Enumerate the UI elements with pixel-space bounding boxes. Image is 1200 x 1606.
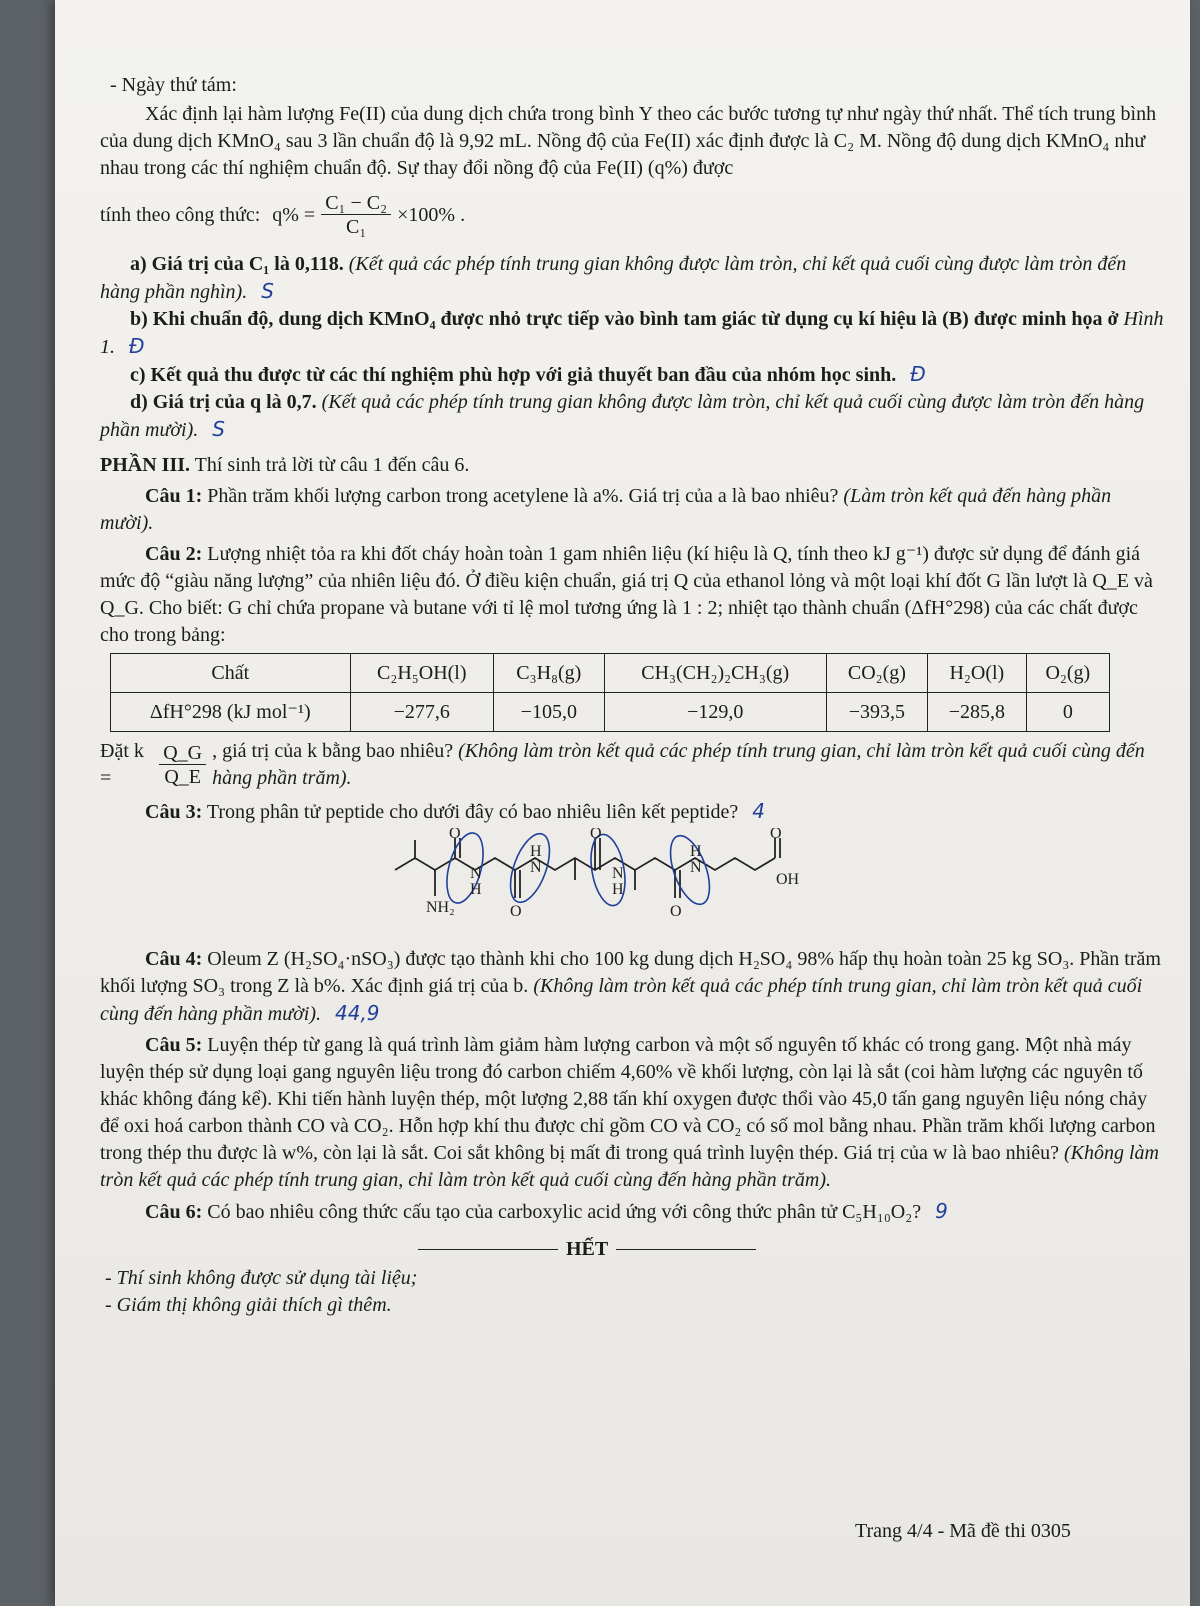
question-6 bbox=[100, 1198, 1165, 1226]
part3-desc: Thí sinh trả lời từ câu 1 đến câu 6. bbox=[190, 454, 470, 476]
q6-label: Câu 6: bbox=[145, 1201, 203, 1223]
question-4 bbox=[100, 946, 1165, 1028]
option-a-handwritten-mark: S bbox=[261, 279, 274, 303]
divider bbox=[418, 1249, 558, 1250]
part3-heading bbox=[100, 452, 1165, 479]
q2-label: Câu 2: bbox=[145, 543, 203, 565]
q2-text: Lượng nhiệt tỏa ra khi đốt cháy hoàn toàn 1 gam nhiên liệu (kí hiệu là Q, tính theo kJ g⁻¹) được sử dụng để đánh giá mức độ “giàu năng lượng” của nhiên liệu đó. Ở điều kiện chuẩn, giá trị Q của ethanol lỏng và một loại khí đốt G lần lượt là Q_E và Q_G. Cho biết: G chỉ chứa propane và butane với tỉ lệ mol tương ứng là 1 : 2; nhiệt tạo thành chuẩn (ΔfH°298) của các chất được cho trong bảng: bbox=[100, 543, 1153, 646]
q4-label: Câu 4: bbox=[145, 948, 203, 970]
end-marker bbox=[418, 1236, 1165, 1263]
table-header-cell: C₂H₅OH(l) bbox=[350, 654, 494, 693]
day8-heading: - Ngày thứ tám: bbox=[110, 74, 237, 96]
option-c bbox=[100, 361, 1165, 389]
o-label: O bbox=[770, 828, 782, 842]
option-d-text: d) Giá trị của q là 0,7. bbox=[130, 391, 322, 413]
option-b-handwritten-mark: Đ bbox=[129, 334, 145, 358]
h-label: H bbox=[470, 881, 482, 898]
table-cell: 0 bbox=[1026, 693, 1109, 732]
q1-label: Câu 1: bbox=[145, 485, 203, 507]
table-header-cell: C₃H₈(g) bbox=[494, 654, 605, 693]
nh2-label: NH₂ bbox=[426, 899, 455, 916]
table-header-cell: CH₃(CH₂)₂CH₃(g) bbox=[604, 654, 826, 693]
k-denominator: Q_E bbox=[164, 765, 201, 788]
table-row bbox=[111, 693, 1110, 732]
n-label: N bbox=[690, 859, 702, 876]
q1-note: (Làm tròn kết quả đến hàng phần mười). bbox=[100, 485, 1112, 534]
q4-text: Oleum Z (H₂SO₄·nSO₃) được tạo thành khi cho 100 kg dung dịch H₂SO₄ 98% hấp thụ hoàn toàn 25 kg SO₃. Phần trăm khối lượng SO₃ trong Z là b%. Xác định giá trị của b. bbox=[100, 948, 1161, 997]
formula-tail: ×100% . bbox=[397, 204, 466, 226]
o-label: O bbox=[510, 903, 522, 920]
k-lead: Đặt k = bbox=[100, 740, 144, 789]
table-header-cell: CO₂(g) bbox=[826, 654, 927, 693]
option-d-handwritten-mark: S bbox=[212, 417, 225, 441]
table-header-cell: Chất bbox=[111, 654, 351, 693]
o-label: O bbox=[590, 828, 602, 842]
k-fraction bbox=[159, 742, 206, 789]
oh-label: OH bbox=[776, 871, 800, 888]
question-3 bbox=[100, 798, 1165, 826]
h-label: H bbox=[690, 843, 702, 860]
q3-handwritten-answer: 4 bbox=[752, 799, 766, 823]
q4-handwritten-answer: 44,9 bbox=[335, 1001, 380, 1025]
h-label: H bbox=[612, 881, 624, 898]
page-footer: Trang 4/4 - Mã đề thi 0305 bbox=[855, 1520, 1071, 1542]
part3-title: PHẦN III. bbox=[100, 454, 191, 476]
option-d-note: (Kết quả các phép tính trung gian không được làm tròn, chỉ kết quả cuối cùng được làm tròn đến hàng phần mười). bbox=[100, 391, 1145, 441]
question-1 bbox=[100, 483, 1165, 537]
enthalpy-table bbox=[110, 653, 1110, 732]
o-label: O bbox=[670, 903, 682, 920]
q5-text: Luyện thép từ gang là quá trình làm giảm hàm lượng carbon và một số nguyên tố khác có trong gang. Một nhà máy luyện thép sử dụng loại gang nguyên liệu trong đó carbon chiếm 4,60% về khối lượng, còn lại là sắt (coi hàm lượng các nguyên tố khác không đáng kể). Khi tiến hành luyện thép, một lượng 2,88 tấn khí oxygen được thổi vào 45,0 tấn gang nguyên liệu nóng chảy để oxi hoá carbon thành CO và CO₂. Hỗn hợp khí thu được chỉ gồm CO và CO₂ có số mol bằng nhau. Phần trăm khối lượng carbon trong thép thu được là w%, còn lại là sắt. Coi sắt không bị mất đi trong quá trình luyện thép. Giá trị của w là bao nhiêu? bbox=[100, 1034, 1156, 1164]
q4-note: (Không làm tròn kết quả các phép tính trung gian, chỉ làm tròn kết quả cuối cùng đến hàng phần mười). bbox=[100, 975, 1143, 1025]
table-header-row bbox=[111, 654, 1110, 693]
q5-label: Câu 5: bbox=[145, 1034, 203, 1056]
k-text-wrap bbox=[212, 738, 1165, 792]
option-b-note: Hình 1. bbox=[100, 308, 1164, 358]
k-numerator: Q_G bbox=[159, 742, 206, 765]
table-cell: −277,6 bbox=[350, 693, 494, 732]
q1-text: Phần trăm khối lượng carbon trong acetylene là a%. Giá trị của a là bao nhiêu? bbox=[202, 485, 844, 507]
page-content bbox=[100, 72, 1165, 1319]
end-note-1: - Thí sinh không được sử dụng tài liệu; bbox=[105, 1267, 418, 1289]
q3-text: Trong phân tử peptide cho dưới đây có bao nhiêu liên kết peptide? bbox=[202, 801, 739, 823]
formula-lead: tính theo công thức: bbox=[100, 204, 261, 226]
question-5 bbox=[100, 1032, 1165, 1194]
divider bbox=[616, 1249, 756, 1250]
table-header-cell: H₂O(l) bbox=[927, 654, 1026, 693]
q6-handwritten-answer: 9 bbox=[935, 1199, 948, 1223]
end-note-2: - Giám thị không giải thích gì thêm. bbox=[105, 1294, 392, 1316]
option-a bbox=[100, 251, 1165, 306]
q6-text: Có bao nhiêu công thức cấu tạo của carboxylic acid ứng với công thức phân tử C₅H₁₀O₂? bbox=[202, 1201, 922, 1223]
option-a-text: a) Giá trị của C₁ là 0,118. bbox=[130, 253, 349, 275]
option-c-handwritten-mark: Đ bbox=[910, 362, 926, 386]
table-cell: −393,5 bbox=[826, 693, 927, 732]
k-definition bbox=[100, 738, 1165, 792]
o-label: O bbox=[449, 828, 461, 842]
option-b-text: b) Khi chuẩn độ, dung dịch KMnO₄ được nhỏ trực tiếp vào bình tam giác từ dụng cụ kí hiệu là (B) được minh họa ở bbox=[130, 308, 1124, 330]
q5-note: (Không làm tròn kết quả các phép tính trung gian, chỉ làm tròn kết quả cuối cùng đến hàng phần trăm). bbox=[100, 1142, 1159, 1191]
option-b bbox=[100, 306, 1165, 361]
n-label: N bbox=[470, 865, 482, 882]
formula-fraction bbox=[321, 192, 391, 239]
n-label: N bbox=[530, 859, 542, 876]
peptide-structure bbox=[390, 828, 810, 940]
table-cell: −285,8 bbox=[927, 693, 1026, 732]
peptide-skeletal-formula bbox=[390, 828, 810, 940]
formula-numerator: C₁ − C₂ bbox=[321, 192, 391, 215]
formula-denominator: C₁ bbox=[346, 216, 367, 238]
table-cell: −129,0 bbox=[604, 693, 826, 732]
n-label: N bbox=[612, 865, 624, 882]
q3-label: Câu 3: bbox=[145, 801, 203, 823]
exam-page bbox=[55, 0, 1190, 1606]
table-cell: −105,0 bbox=[494, 693, 605, 732]
formula-lhs: q% = bbox=[272, 204, 316, 226]
question-2 bbox=[100, 541, 1165, 649]
day8-paragraph: Xác định lại hàm lượng Fe(II) của dung dịch chứa trong bình Y theo các bước tương tự như ngày thứ nhất. Thể tích trung bình của dung dịch KMnO₄ sau 3 lần chuẩn độ là 9,92 mL. Nồng độ của Fe(II) xác định được là C₂ M. Nồng độ dung dịch KMnO₄ như nhau trong các thí nghiệm chuẩn độ. Sự thay đổi nồng độ của Fe(II) (q%) được bbox=[100, 103, 1157, 179]
option-a-note: (Kết quả các phép tính trung gian không được làm tròn, chỉ kết quả cuối cùng được làm tròn đến hàng phần nghìn). bbox=[100, 253, 1127, 303]
end-label: HẾT bbox=[566, 1238, 609, 1260]
option-c-text: c) Kết quả thu được từ các thí nghiệm phù hợp với giả thuyết ban đầu của nhóm học sinh. bbox=[130, 364, 897, 386]
table-row-label: ΔfH°298 (kJ mol⁻¹) bbox=[111, 693, 351, 732]
k-note: (Không làm tròn kết quả các phép tính trung gian, chỉ làm tròn kết quả cuối cùng đến hàng phần trăm). bbox=[212, 740, 1145, 789]
q-formula bbox=[100, 192, 1165, 239]
k-text: , giá trị của k bằng bao nhiêu? bbox=[212, 740, 459, 762]
option-d bbox=[100, 389, 1165, 444]
h-label: H bbox=[530, 843, 542, 860]
table-header-cell: O₂(g) bbox=[1026, 654, 1109, 693]
